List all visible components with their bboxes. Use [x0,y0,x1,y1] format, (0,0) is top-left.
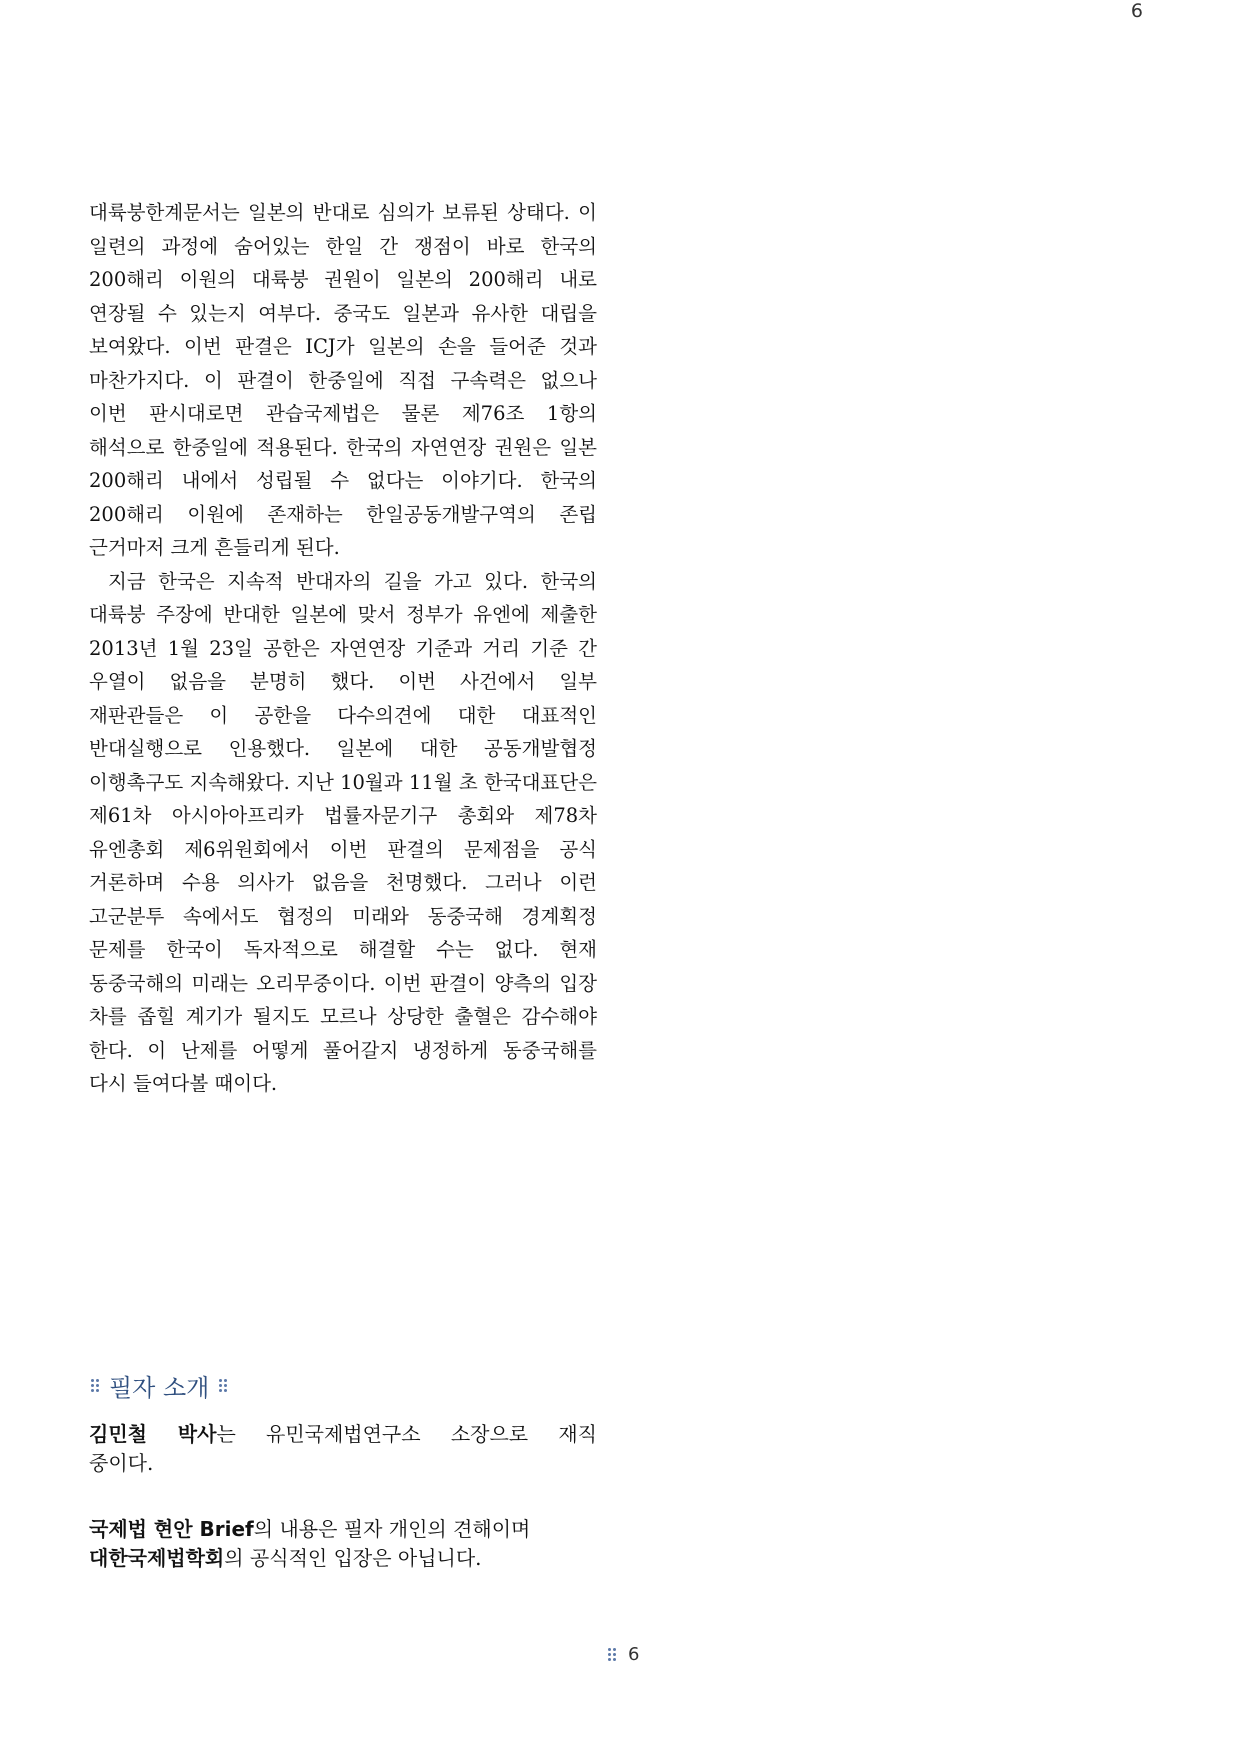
author-bio [89,1420,597,1478]
footer-page-number [604,1644,639,1665]
body-line: 반대실행으로 인용했다. 일본에 대한 공동개발협정 [89,737,597,760]
body-line: 차를 좁힐 계기가 될지도 모르나 상당한 출혈은 감수해야 [89,1005,597,1028]
article-body [89,196,597,1101]
body-line: 우열이 없음을 분명히 했다. 이번 사건에서 일부 [89,670,597,693]
body-line: 200해리 내에서 성립될 수 없다는 이야기다. 한국의 [89,469,597,492]
author-bio-line [89,1420,597,1449]
body-line: 마찬가지다. 이 판결이 한중일에 직접 구속력은 없으나 [89,368,597,392]
body-line: 거론하며 수용 의사가 없음을 천명했다. 그러나 이런 [89,871,597,894]
body-line: 해석으로 한중일에 적용된다. 한국의 자연연장 권원은 일본 [89,435,597,459]
dots-icon [219,1379,227,1392]
disclaimer-line [89,1544,597,1573]
body-line: 보여왔다. 이번 판결은 ICJ가 일본의 손을 들어준 것과 [89,335,597,358]
body-line: 근거마저 크게 흔들리게 된다. [89,536,340,559]
disclaimer [89,1515,597,1573]
body-line: 2013년 1월 23일 공한은 자연연장 기준과 거리 기준 간 [89,636,597,660]
body-line: 다시 들여다볼 때이다. [89,1072,278,1095]
body-line: 일련의 과정에 숨어있는 한일 간 쟁점이 바로 한국의 [89,234,597,258]
author-name: 김민철 박사 [89,1422,217,1446]
body-line: 고군분투 속에서도 협정의 미래와 동중국해 경계획정 [89,904,597,928]
author-bio-line: 중이다. [89,1451,154,1475]
author-section-heading [87,1368,231,1403]
body-line: 제61차 아시아아프리카 법률자문기구 총회와 제78차 [89,804,597,827]
dots-icon [91,1379,99,1392]
body-line: 문제를 한국이 독자적으로 해결할 수는 없다. 현재 [89,938,597,961]
disclaimer-text: 의 내용은 필자 개인의 견해이며 [253,1517,531,1541]
body-line: 대륙붕 주장에 반대한 일본에 맞서 정부가 유엔에 제출한 [89,603,597,626]
body-line: 한다. 이 난제를 어떻게 풀어갈지 냉정하게 동중국해를 [89,1038,597,1062]
body-line: 이행촉구도 지속해왔다. 지난 10월과 11월 초 한국대표단은 [89,770,597,794]
author-bio-text: 는 유민국제법연구소 소장으로 재직 [216,1422,597,1446]
disclaimer-line [89,1515,597,1544]
disclaimer-text: 의 공식적인 입장은 아닙니다. [224,1546,482,1570]
brief-name: 국제법 현안 Brief [89,1517,254,1541]
society-name: 대한국제법학회 [89,1546,225,1570]
body-line: 200해리 이원에 존재하는 한일공동개발구역의 존립 [89,502,597,526]
footer-page-number-text: 6 [628,1644,640,1665]
body-line: 동중국해의 미래는 오리무중이다. 이번 판결이 양측의 입장 [89,971,597,995]
author-heading-label: 필자 소개 [109,1374,210,1402]
body-line: 200해리 이원의 대륙붕 권원이 일본의 200해리 내로 [89,268,597,291]
body-line: 지금 한국은 지속적 반대자의 길을 가고 있다. 한국의 [108,569,597,593]
body-line: 연장될 수 있는지 여부다. 중국도 일본과 유사한 대립을 [89,301,597,325]
body-line: 이번 판시대로면 관습국제법은 물론 제76조 1항의 [89,402,597,425]
body-line: 재판관들은 이 공한을 다수의견에 대한 대표적인 [89,703,597,727]
dots-icon [608,1648,616,1661]
body-line: 유엔총회 제6위원회에서 이번 판결의 문제점을 공식 [89,837,597,861]
header-page-number: 6 [1130,0,1143,22]
body-line: 대륙붕한계문서는 일본의 반대로 심의가 보류된 상태다. 이 [89,201,597,224]
